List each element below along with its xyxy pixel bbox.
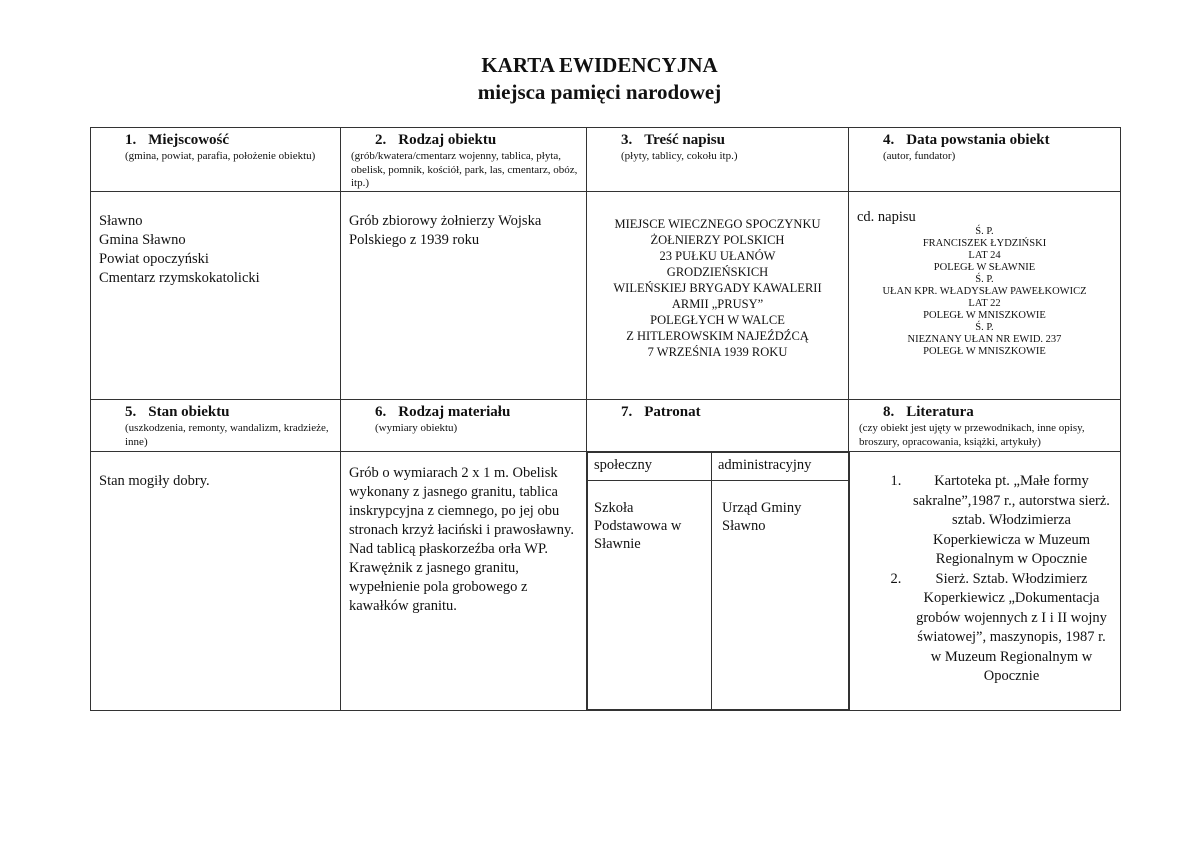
header-cell-material xyxy=(341,400,587,452)
location-line: Sławno xyxy=(99,213,143,229)
inscription-line: POLEGŁYCH W WALCE xyxy=(650,313,785,327)
object-type-text: Grób zbiorowy żołnierzy Wojska Polskiego z 1939 roku xyxy=(349,213,542,248)
header-cell-patronage xyxy=(587,400,849,452)
header-number: 4. xyxy=(883,132,895,148)
header-label: Miejscowość xyxy=(148,132,230,148)
header-number: 1. xyxy=(125,132,137,148)
inscription-line: 7 WRZEŚNIA 1939 ROKU xyxy=(647,345,788,359)
inscription-line: POLEGŁ W MNISZKOWIE xyxy=(923,310,1046,321)
header-description: (grób/kwatera/cmentarz wojenny, tablica, płyta, obelisk, pomnik, kościół, park, las, cmentarz, obóz, itp.) xyxy=(351,150,578,189)
header-number: 8. xyxy=(883,404,895,420)
header-label: Data powstania obiekt xyxy=(906,132,1050,148)
inscription-line: GRODZIEŃSKICH xyxy=(666,265,769,279)
header-cell-condition xyxy=(91,400,341,452)
document-subtitle: miejsca pamięci narodowej xyxy=(477,80,722,104)
header-label: Rodzaj materiału xyxy=(398,404,511,420)
literature-cell xyxy=(849,452,1121,711)
inscription-line: Ś. P. xyxy=(975,322,994,333)
header-cell-literature xyxy=(849,400,1121,452)
literature-list xyxy=(849,452,1120,687)
inscription-continued-cell xyxy=(849,192,1121,400)
document-title: KARTA EWIDENCYJNA xyxy=(481,53,718,77)
location-line: Cmentarz rzymskokatolicki xyxy=(99,270,260,286)
inscription-line: ŻOŁNIERZY POLSKICH xyxy=(650,233,785,247)
material-cell xyxy=(341,452,587,711)
inscription-line: WILEŃSKIEJ BRYGADY KAWALERII xyxy=(613,281,822,295)
literature-item: 2. Sierż. Sztab. Włodzimierz Koperkiewicz „Dokumentacja grobów wojennych z I i II wojny światowej”, maszynopis, 1987 r. w Muzeum Regionalnym w Opocznie xyxy=(905,570,1112,687)
patronage-admin-label: administracyjny xyxy=(712,453,850,481)
condition-cell xyxy=(91,452,341,711)
header-cell-creation-date xyxy=(849,128,1121,192)
header-row-top xyxy=(91,128,1121,192)
inscription-cell xyxy=(587,192,849,400)
inscription-line: Ś. P. xyxy=(975,226,994,237)
header-description: (płyty, tablicy, cokołu itp.) xyxy=(621,150,738,162)
header-cell-object-type xyxy=(341,128,587,192)
header-row-bottom xyxy=(91,400,1121,452)
header-label: Rodzaj obiektu xyxy=(398,132,497,148)
inscription-line: LAT 22 xyxy=(968,298,1001,309)
inscription-line: UŁAN KPR. WŁADYSŁAW PAWEŁKOWICZ xyxy=(882,286,1087,297)
header-description: (autor, fundator) xyxy=(883,150,956,162)
header-number: 3. xyxy=(621,132,633,148)
content-row-top xyxy=(91,192,1121,400)
inscription-line: ARMII „PRUSY” xyxy=(671,297,764,311)
location-cell xyxy=(91,192,341,400)
header-number: 7. xyxy=(621,404,633,420)
patronage-subtable xyxy=(587,452,850,710)
inscription-line: NIEZNANY UŁAN NR EWID. 237 xyxy=(907,334,1062,345)
inscription-line: Ś. P. xyxy=(975,274,994,285)
inscription-line: POLEGŁ W MNISZKOWIE xyxy=(923,346,1046,357)
patronage-social-label: społeczny xyxy=(588,453,712,481)
inscription-line: 23 PUŁKU UŁANÓW xyxy=(659,249,776,263)
header-number: 2. xyxy=(375,132,387,148)
inscription-line: MIEJSCE WIECZNEGO SPOCZYNKU xyxy=(614,217,821,231)
location-line: Powiat opoczyński xyxy=(99,251,209,267)
header-cell-location xyxy=(91,128,341,192)
header-number: 5. xyxy=(125,404,137,420)
inscription-line: FRANCISZEK ŁYDZIŃSKI xyxy=(922,238,1047,249)
header-label: Literatura xyxy=(906,404,974,420)
record-card-table xyxy=(90,127,1121,711)
header-description: (gmina, powiat, parafia, położenie obiektu) xyxy=(125,150,316,162)
inscription-line: Z HITLEROWSKIM NAJEŹDŹCĄ xyxy=(626,329,809,343)
literature-item: 1. Kartoteka pt. „Małe formy sakralne”,1987 r., autorstwa sierż. sztab. Włodzimierza Koperkiewicza w Muzeum Regionalnym w Opocznie xyxy=(905,472,1112,570)
header-label: Patronat xyxy=(644,404,701,420)
inscription-line: LAT 24 xyxy=(968,250,1001,261)
header-description: (wymiary obiektu) xyxy=(375,422,458,434)
object-type-cell xyxy=(341,192,587,400)
content-row-bottom xyxy=(91,452,1121,711)
patronage-social-value: Szkoła Podstawowa w Sławnie xyxy=(588,481,712,710)
patronage-cell xyxy=(587,452,849,711)
inscription-line: POLEGŁ W SŁAWNIE xyxy=(933,262,1036,273)
header-description: (czy obiekt jest ujęty w przewodnikach, inne opisy, broszury, opracowania, książki, artykuły) xyxy=(859,422,1085,448)
patronage-admin-value: Urząd Gminy Sławno xyxy=(712,481,850,710)
material-text: Grób o wymiarach 2 x 1 m. Obelisk wykonany z jasnego granitu, tablica inskrypcyjna z ciemnego, po jej obu stronach krzyż łaciński i prawosławny. Nad tablicą płaskorzeźba orła WP. Krawężnik z jasnego granitu, wypełnienie pola grobowego z kawałków granitu. xyxy=(349,465,574,614)
condition-text: Stan mogiły dobry. xyxy=(99,473,210,489)
header-label: Stan obiektu xyxy=(148,404,230,420)
header-label: Treść napisu xyxy=(644,132,725,148)
header-number: 6. xyxy=(375,404,387,420)
inscription-continued-label: cd. napisu xyxy=(857,209,916,225)
header-cell-inscription xyxy=(587,128,849,192)
location-line: Gmina Sławno xyxy=(99,232,186,248)
header-description: (uszkodzenia, remonty, wandalizm, kradzieże, inne) xyxy=(125,422,329,448)
